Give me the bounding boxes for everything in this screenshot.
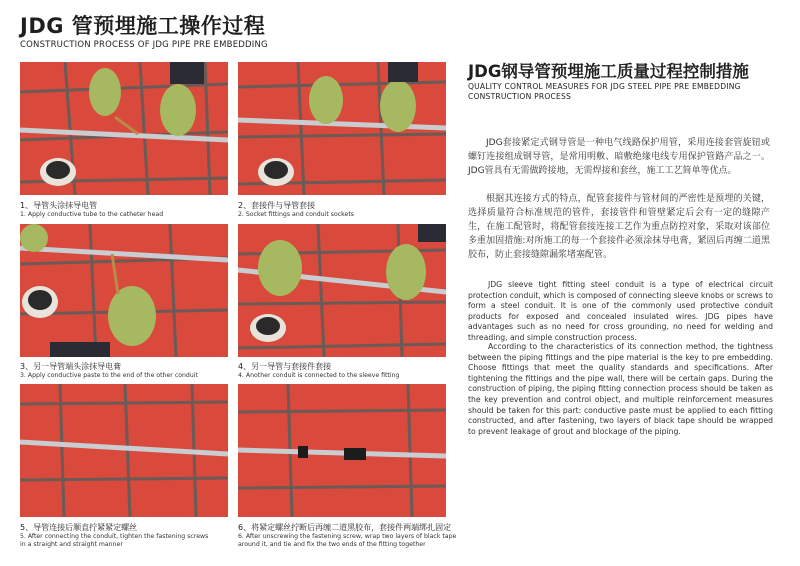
step-2-photo: [238, 62, 446, 195]
step-4-photo: [238, 224, 446, 357]
section-subtitle: QUALITY CONTROL MEASURES FOR JDG STEEL PIPE PRE EMBEDDING CONSTRUCTION PROCESS: [468, 82, 741, 101]
step-6-caption-cn: 6、将紧定螺丝拧断后再缠二道黑胶布，套接件两端绑扎固定: [238, 523, 452, 532]
page-subtitle: CONSTRUCTION PROCESS OF JDG PIPE PRE EMBEDDING: [20, 40, 268, 50]
step-5-caption-en-1: 5. After connecting the conduit, tighten the fastening screws: [20, 533, 209, 540]
step-3-illustration: [20, 224, 228, 357]
step-1-caption: [20, 200, 240, 219]
step-2-caption-en: 2. Socket fittings and conduit sockets: [238, 211, 354, 218]
step-2-illustration: [238, 62, 446, 195]
step-5-caption: [20, 522, 240, 549]
step-4-caption-en: 4. Another conduit is connected to the sleeve fitting: [238, 372, 400, 379]
step-1-caption-en: 1. Apply conductive tube to the catheter head: [20, 211, 164, 218]
step-1-caption-cn: 1、导管头涂抹导电管: [20, 201, 98, 210]
step-5-caption-cn: 5、导管连接后顺直拧紧紧定螺丝: [20, 523, 138, 532]
step-4-illustration: [238, 224, 446, 357]
paragraph-en-1: JDG sleeve tight fitting steel conduit is a type of electrical circuit protection conduit, which is composed of connecting sleeve knobs or screws to form a steel conduit. It is one of the commonly used protective conduit products for exposed and concealed insulated wires. JDG pipes have advantages such as no need for cross grounding, no need for welding and threading, and simple construction process.: [468, 280, 774, 342]
step-5-photo: [20, 384, 228, 517]
step-6-caption-en-1: 6. After unscrewing the fastening screw, wrap two layers of black tape: [238, 533, 457, 540]
step-1-illustration: [20, 62, 228, 195]
step-3-caption-cn: 3、另一导管端头涂抹导电膏: [20, 362, 122, 371]
step-3-caption-en: 3. Apply conductive paste to the end of the other conduit: [20, 372, 198, 379]
step-6-caption-en-2: around it, and tie and fix the two ends of the fitting together: [238, 541, 426, 548]
step-6-photo: [238, 384, 446, 517]
page-title: JDG 管预埋施工操作过程: [20, 14, 266, 38]
step-6-caption: [238, 522, 458, 549]
step-2-caption-cn: 2、套接件与导管套接: [238, 201, 316, 210]
paragraph-cn-2: 根据其连接方式的特点，配管套接件与管材间的严密性是预埋的关键，选择质量符合标准规范的管件，套接管件和管壁紧定后会有一定的缝隙产生，在施工配管时，将配管套接连接工艺作为重点防控对象，采取对该部位多重加固措施:对所施工的每一个套接件必须涂抹导电膏，紧固后再缠二道黑胶布，防止套接缝隙漏浆堵塞配管。: [468, 194, 770, 260]
step-1-photo: [20, 62, 228, 195]
paragraph-cn-1: JDG套接紧定式钢导管是一种电气线路保护用管，采用连接套管旋钮或螺钉连接组成钢导管，是常用明敷、暗敷绝缘电线专用保护管路产品之一。JDG管具有无需做跨接地，无需焊接和套丝，施工工艺简单等优点。: [468, 138, 770, 176]
step-3-caption: [20, 361, 240, 380]
step-2-caption: [238, 200, 458, 219]
section-title: JDG钢导管预埋施工质量过程控制措施: [468, 62, 749, 81]
step-4-caption: [238, 361, 458, 380]
step-5-caption-en-2: in a straight and straight manner: [20, 541, 123, 548]
step-6-illustration: [238, 384, 446, 517]
step-5-illustration: [20, 384, 228, 517]
paragraph-en-2: According to the characteristics of its connection method, the tightness between the piping fittings and the pipe material is the key to pre embedding. Choose fittings that meet the quality standards and specifications. After tightening the fittings and the pipe wall, there will be certain gaps. During the construction of piping, the piping fitting connection process should be taken as the key prevention and control object, and multiple reinforcement measures should be taken for this part: conductive paste must be applied to each fitting constructed, and after fastening, two layers of black tape should be wrapped to prevent leakage of grout and blockage of the piping.: [468, 342, 773, 436]
step-4-caption-cn: 4、另一导管与套接件套接: [238, 362, 332, 371]
step-3-photo: [20, 224, 228, 357]
